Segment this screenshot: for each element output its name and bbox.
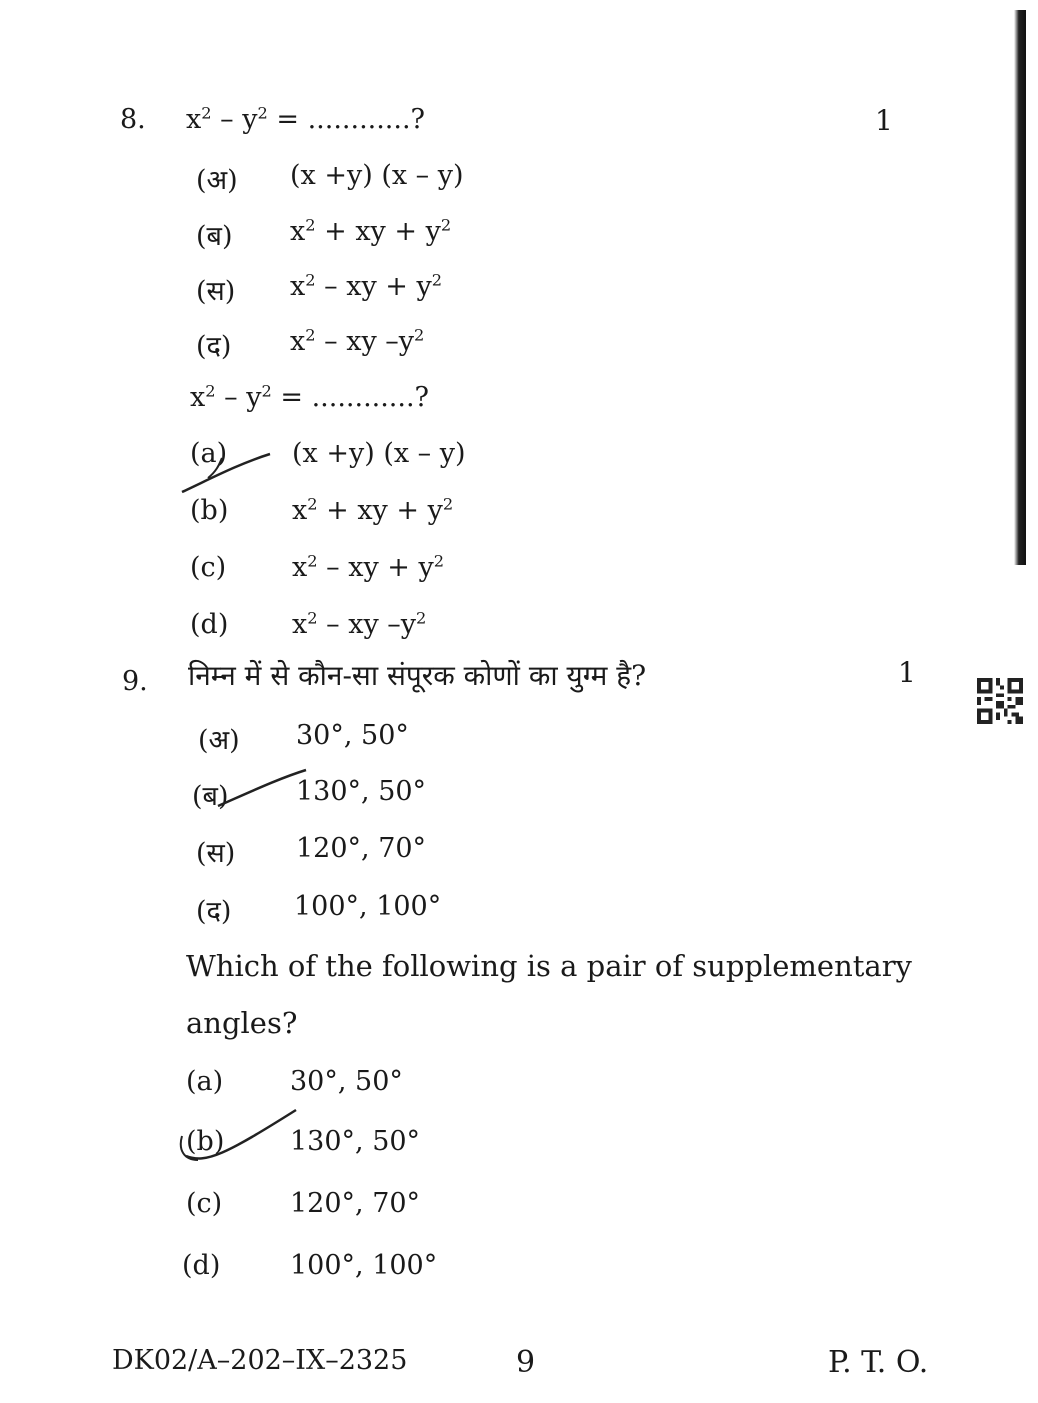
option-label: (ब): [196, 221, 233, 252]
option-value: $x^2$ – xy + $y^2$: [290, 270, 443, 302]
option-label: (द): [196, 331, 232, 362]
option-label: (अ): [196, 165, 238, 196]
option-label: (स): [196, 838, 236, 869]
question-text-hindi: $x^2 - y^2$ = ............?: [186, 103, 426, 135]
option-label: (c): [186, 1188, 223, 1219]
option-label: (द): [196, 896, 232, 927]
check-mark-icon: [214, 766, 310, 812]
option-label: (a): [186, 1066, 224, 1097]
option-label: (b): [190, 495, 229, 526]
option-label: (d): [190, 609, 229, 640]
option-label: (स): [196, 276, 236, 307]
option-value: $x^2$ – xy $-y^2$: [292, 608, 427, 640]
option-value: 120°, 70°: [296, 833, 427, 864]
option-value: $x^2$ + xy + $y^2$: [290, 215, 452, 247]
page-number: 9: [516, 1345, 536, 1380]
question-number: 9.: [122, 666, 148, 697]
option-value: $x^2$ – xy $-y^2$: [290, 325, 425, 357]
option-label: (a): [190, 438, 228, 469]
qr-code-icon: [976, 678, 1024, 724]
option-value: $x^2$ – xy + $y^2$: [292, 551, 445, 583]
option-label: (c): [190, 552, 227, 583]
option-value: $x^2$ + xy + $y^2$: [292, 494, 454, 526]
question-marks: 1: [898, 656, 916, 689]
check-mark-icon: [178, 440, 278, 496]
question-number: 8.: [120, 104, 146, 135]
option-label: (b): [186, 1126, 225, 1157]
option-value: 130°, 50°: [290, 1126, 421, 1157]
paper-code: DK02/A–202–IX–2325: [112, 1345, 408, 1376]
option-value: (x +y) (x – y): [292, 438, 466, 469]
option-value: 30°, 50°: [290, 1066, 403, 1097]
question-text-english: $x^2 - y^2$ = ............?: [190, 381, 430, 413]
option-label: (ब): [192, 781, 229, 812]
option-value: 100°, 100°: [294, 891, 442, 922]
binding-edge-shadow: [1014, 10, 1026, 565]
option-value: 120°, 70°: [290, 1188, 421, 1219]
question-marks: 1: [875, 104, 893, 137]
option-label: (अ): [198, 725, 240, 756]
option-value: 100°, 100°: [290, 1250, 438, 1281]
option-label: (d): [182, 1250, 221, 1281]
question-text-english: Which of the following is a pair of supplementary: [186, 949, 912, 983]
please-turn-over: P. T. O.: [828, 1345, 929, 1380]
check-mark-icon: [176, 1106, 300, 1166]
option-value: 30°, 50°: [296, 720, 409, 751]
question-text-english: angles?: [186, 1006, 298, 1040]
option-value: 130°, 50°: [296, 776, 427, 807]
option-value: (x +y) (x – y): [290, 160, 464, 191]
question-text-hindi: निम्न में से कौन-सा संपूरक कोणों का युग्म है?: [188, 659, 647, 692]
